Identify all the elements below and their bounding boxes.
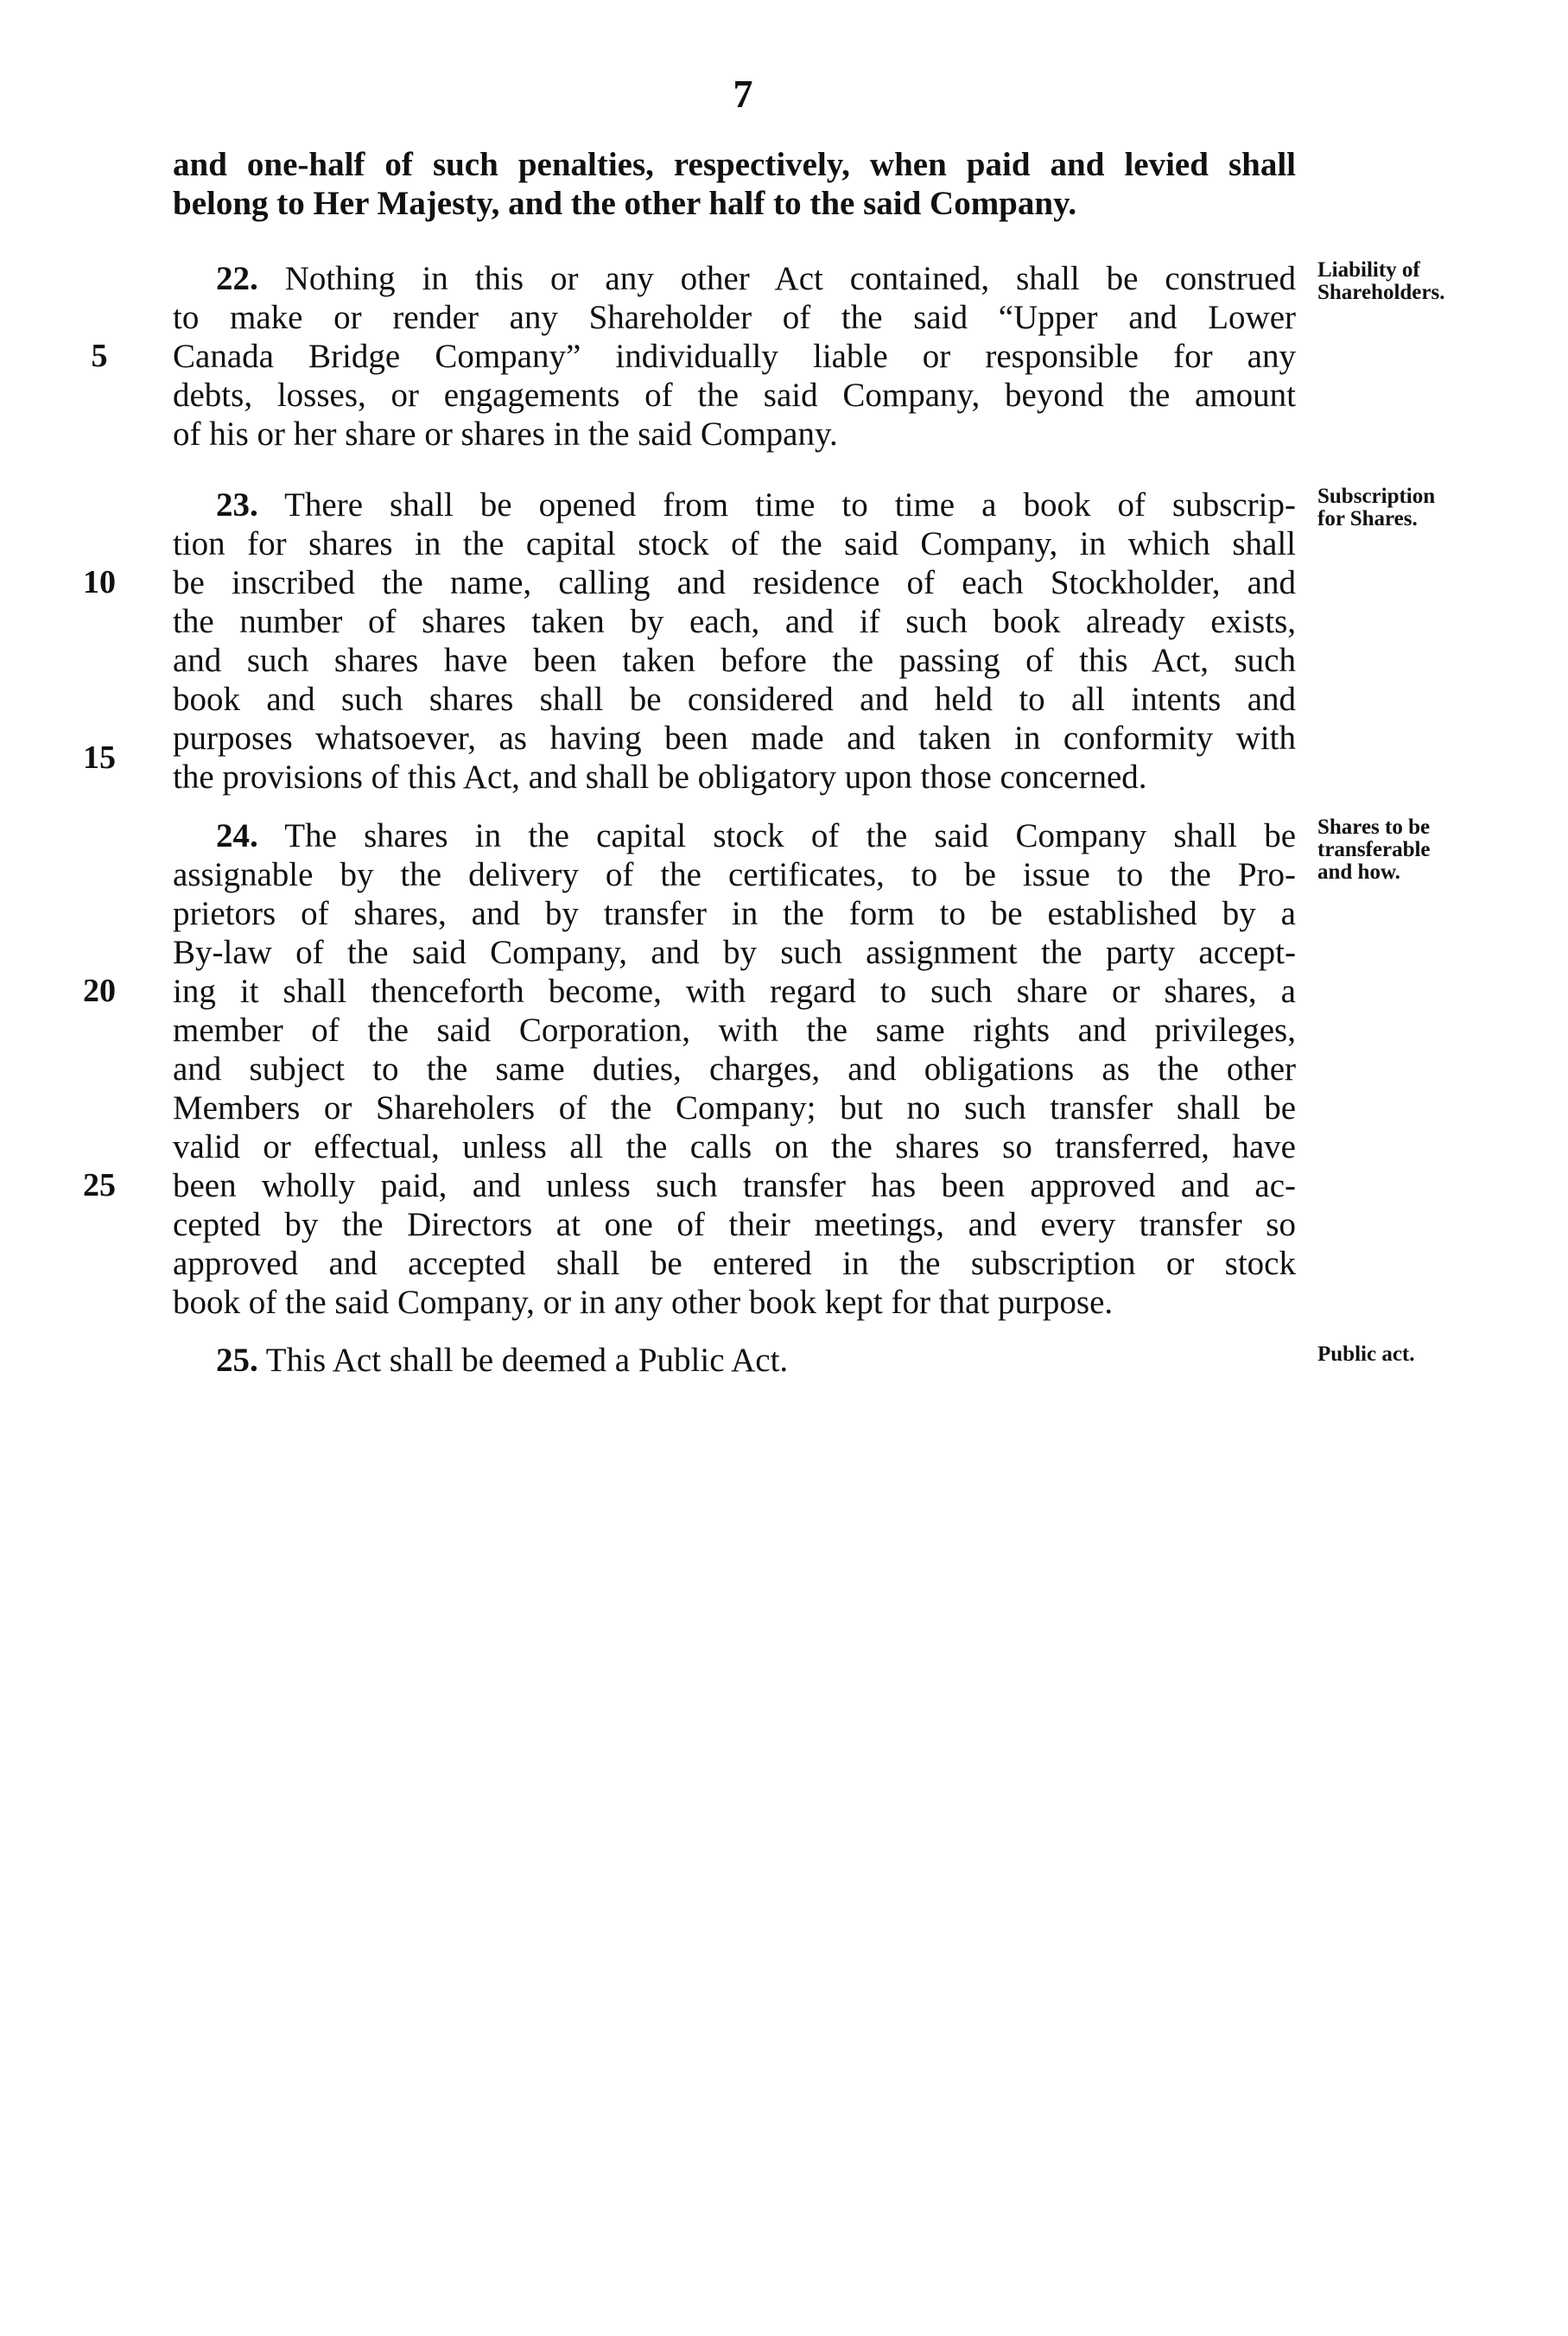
- text-line: approved and accepted shall be entered in the subscription or stock: [173, 1245, 1296, 1282]
- line-number: 10: [83, 564, 116, 600]
- text-line: valid or effectual, unless all the calls on the shares so transferred, have: [173, 1128, 1296, 1165]
- text-line: Members or Shareholers of the Company; but no such transfer shall be: [173, 1089, 1296, 1127]
- text-line: By-law of the said Company, and by such assignment the party accept-: [173, 934, 1296, 971]
- line-number: 20: [83, 973, 116, 1009]
- text-line: book of the said Company, or in any other book kept for that purpose.: [173, 1284, 1114, 1321]
- paragraph-continuation: [173, 145, 1296, 223]
- text-line: There shall be opened from time to time a book of subscrip-: [284, 486, 1296, 524]
- text-line: Canada Bridge Company” individually liable or responsible for any: [173, 338, 1296, 375]
- section-25: [173, 1341, 1296, 1380]
- text-line: of his or her share or shares in the said Company.: [173, 416, 838, 453]
- page-number: 7: [733, 72, 753, 116]
- margin-note: Subscription for Shares.: [1317, 485, 1436, 530]
- line-number: 25: [83, 1167, 116, 1203]
- text-line: cepted by the Directors at one of their meetings, and every transfer so: [173, 1206, 1296, 1243]
- text-line: This Act shall be deemed a Public Act.: [265, 1342, 789, 1379]
- section-number: 23.: [216, 486, 258, 524]
- section-number: 22.: [216, 260, 258, 297]
- text-line: belong to Her Majesty, and the other half to the said Company.: [173, 185, 1077, 222]
- text-line: the provisions of this Act, and shall be obligatory upon those concerned.: [173, 759, 1147, 796]
- line-number: 15: [83, 740, 116, 776]
- text-line: tion for shares in the capital stock of the said Company, in which shall: [173, 525, 1296, 562]
- text-line: and such shares have been taken before the passing of this Act, such: [173, 642, 1296, 679]
- section-number: 25.: [216, 1342, 258, 1379]
- text-line: Nothing in this or any other Act contained, shall be construed: [284, 260, 1297, 297]
- section-23: [173, 486, 1296, 797]
- text-line: be inscribed the name, calling and residence of each Stockholder, and: [173, 564, 1296, 601]
- text-line: book and such shares shall be considered and held to all intents and: [173, 681, 1296, 718]
- text-line: to make or render any Shareholder of the said “Upper and Lower: [173, 299, 1296, 336]
- text-line: debts, losses, or engagements of the said Company, beyond the amount: [173, 377, 1296, 414]
- margin-note: Shares to be transferable and how.: [1317, 816, 1431, 884]
- text-line: purposes whatsoever, as having been made and taken in conformity with: [173, 720, 1296, 757]
- text-line: assignable by the delivery of the certificates, to be issue to the Pro-: [173, 856, 1296, 893]
- section-24: [173, 816, 1296, 1322]
- text-line: and subject to the same duties, charges, and obligations as the other: [173, 1051, 1296, 1088]
- text-line: been wholly paid, and unless such transfer has been approved and ac-: [173, 1167, 1296, 1204]
- text-line: The shares in the capital stock of the said Company shall be: [284, 817, 1297, 854]
- margin-note: Liability of Shareholders.: [1317, 258, 1445, 304]
- text-line: prietors of shares, and by transfer in the form to be established by a: [173, 895, 1296, 932]
- margin-note: Public act.: [1317, 1343, 1415, 1366]
- section-22: [173, 259, 1296, 454]
- text-line: the number of shares taken by each, and if such book already exists,: [173, 603, 1296, 640]
- text-line: and one-half of such penalties, respectively, when paid and levied shall: [173, 146, 1296, 183]
- line-number: 5: [91, 338, 108, 374]
- text-line: ing it shall thenceforth become, with regard to such share or shares, a: [173, 973, 1296, 1010]
- text-line: member of the said Corporation, with the same rights and privileges,: [173, 1012, 1296, 1049]
- section-number: 24.: [216, 817, 258, 854]
